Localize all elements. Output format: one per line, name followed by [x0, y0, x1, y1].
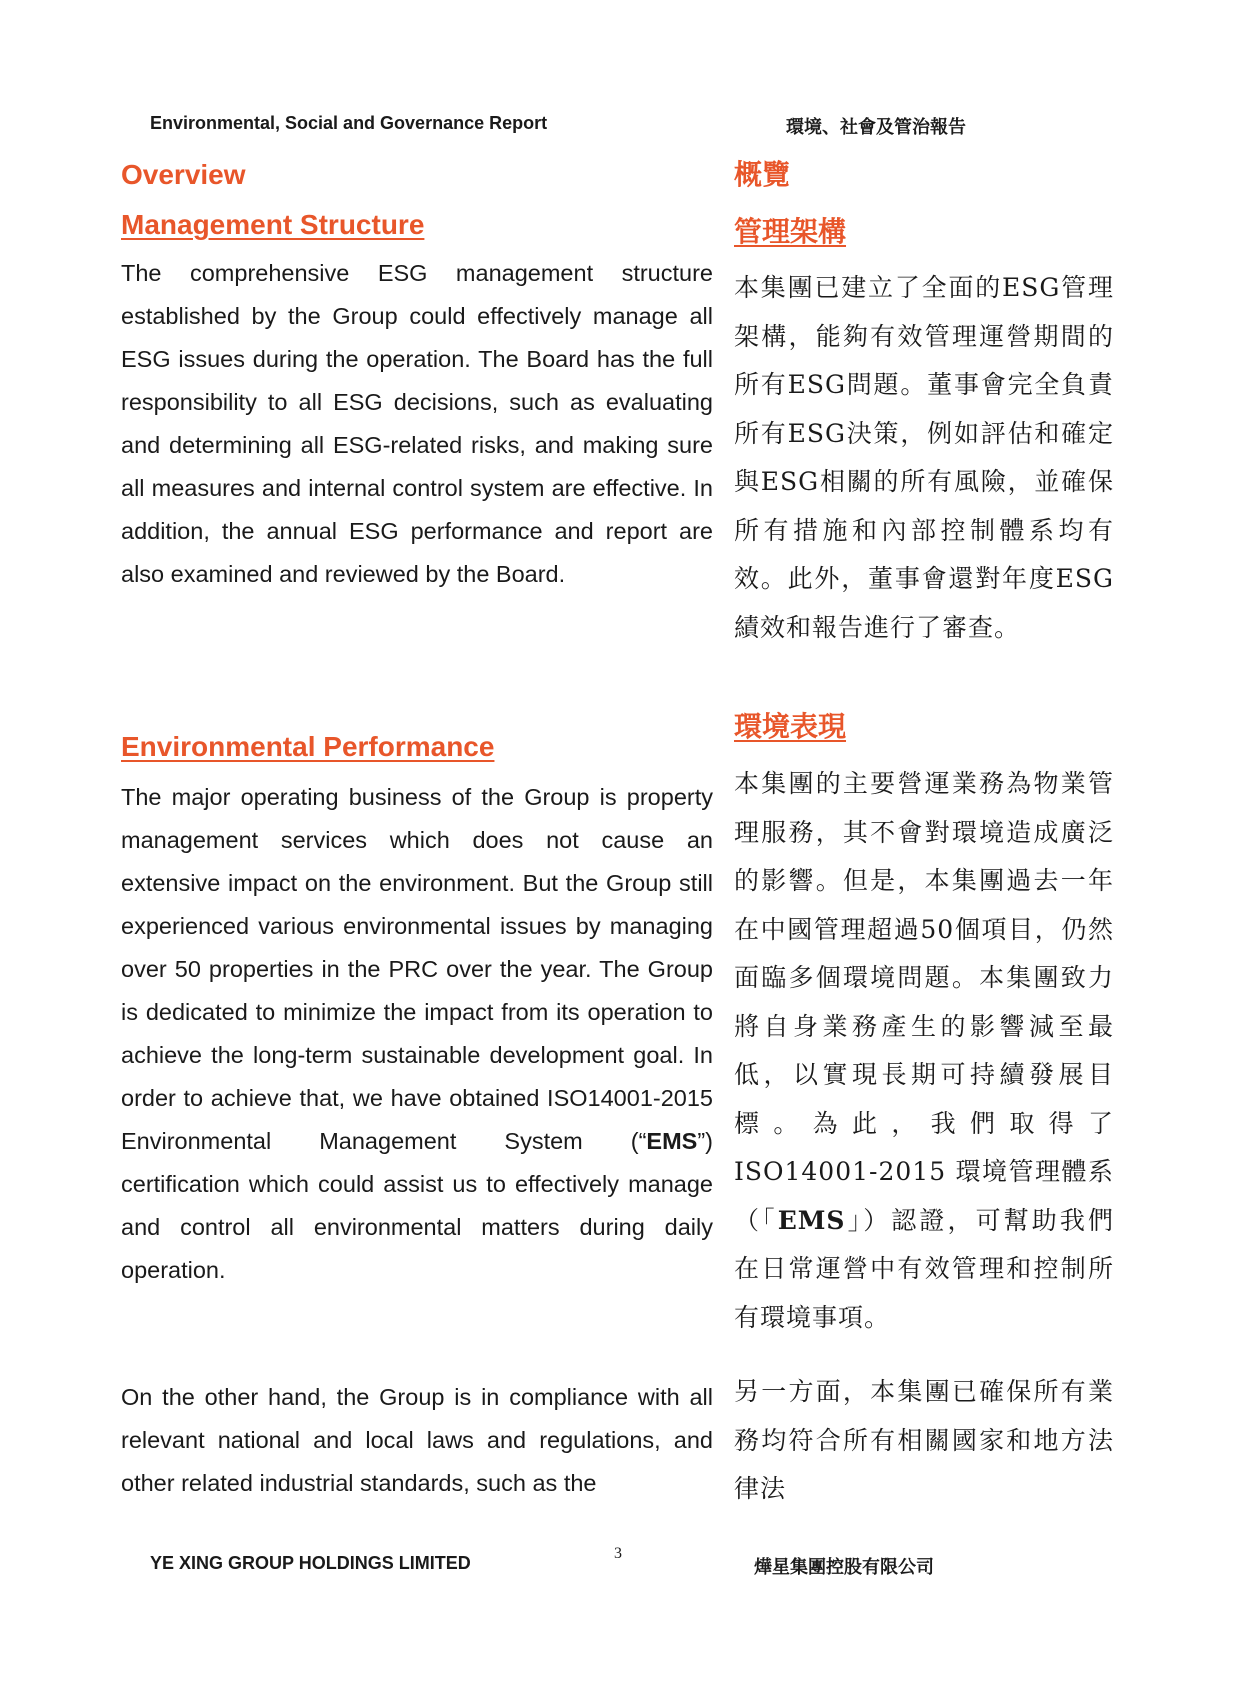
environment-heading-zh: 環境表現 [734, 711, 847, 742]
environment-body-en [121, 776, 713, 1292]
management-body-zh: 本集團已建立了全面的ESG管理架構，能夠有效管理運營期間的所有ESG問題。董事會完全負責所有ESG決策，例如評估和確定與ESG相關的所有風險，並確保所有措施和內部控制體系均有效。此外，董事會還對年度ESG績效和報告進行了審查。 [734, 273, 1114, 642]
environment-body-en-part1: The major operating business of the Group is property management services which does not cause an extensive impact on the environment. But the Group still experienced various environmental issues by managing over 50 properties in the PRC over the year. The Group is dedicated to minimize the impact from its operation to achieve the long-term sustainable development goal. In order to achieve that, we have obtained ISO14001-2015 Environmental Management System (“ [121, 784, 713, 1154]
environment-body-zh-part2: 」）認證，可幫助我們在日常運營中有效管理和控制所有環境事項。 [734, 1205, 1114, 1332]
other-body-zh: 另一方面，本集團已確保所有業務均符合所有相關國家和地方法律法 [734, 1377, 1114, 1503]
management-heading-zh: 管理架構 [734, 216, 847, 247]
management-body-en: The comprehensive ESG management structure established by the Group could effectively manage all ESG issues during the operation. The Board has the full responsibility to all ESG decisions, such as evaluating and determining all ESG-related risks, and making sure all measures and internal control system are effective. In addition, the annual ESG performance and report are also examined and reviewed by the Board. [121, 260, 713, 587]
environment-body-zh [734, 760, 1114, 1342]
header-title-en: Environmental, Social and Governance Report [150, 113, 548, 133]
ems-abbrev-zh: EMS [777, 1205, 846, 1235]
ems-abbrev: EMS [646, 1128, 698, 1154]
environment-body-zh-part1: 本集團的主要營運業務為物業管理服務，其不會對環境造成廣泛的影響。但是，本集團過去一年在中國管理超過50個項目，仍然面臨多個環境問題。本集團致力將自身業務產生的影響減至最低，以實現長期可持續發展目標。為此，我們取得了ISO14001-2015 環境管理體系（「 [734, 769, 1114, 1235]
environment-body-en-part2: ”) certification which could assist us to effectively manage and control all environmental matters during daily operation. [121, 1128, 713, 1283]
header-title-zh: 環境、社會及管治報告 [786, 117, 966, 137]
overview-heading-en: Overview [121, 159, 246, 190]
page-number: 3 [614, 1545, 622, 1562]
environment-heading-en: Environmental Performance [121, 731, 495, 762]
management-heading-en: Management Structure [121, 209, 425, 240]
other-body-en: On the other hand, the Group is in compliance with all relevant national and local laws and regulations, and other related industrial standards, such as the [121, 1384, 713, 1496]
footer-company-zh: 燁星集團控股有限公司 [754, 1557, 934, 1577]
overview-heading-zh: 概覽 [734, 159, 791, 190]
footer-company-en: YE XING GROUP HOLDINGS LIMITED [150, 1553, 471, 1573]
